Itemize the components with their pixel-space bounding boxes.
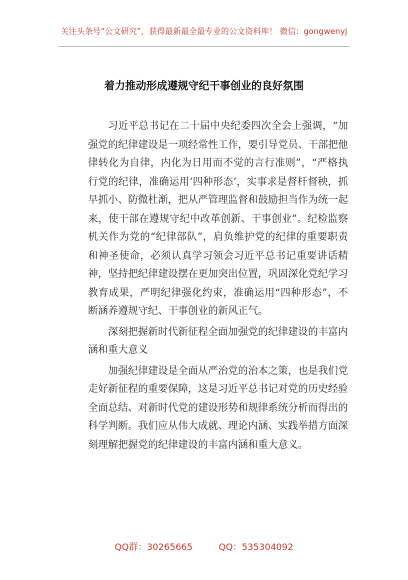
footer-qq-group: QQ群：30265665 xyxy=(114,543,193,553)
document-title: 着力推动形成遵规守纪干事创业的良好氛围 xyxy=(104,80,304,92)
header-divider xyxy=(58,46,350,47)
header-promo-note: 关注头条号“公文研究”，获得最新最全最专业的公文资料库！ 微信：gongwenyj xyxy=(60,27,348,36)
document-body xyxy=(88,118,348,455)
section-heading: 深刻把握新时代新征程全面加强党的纪律建设的丰富内涵和重大意义 xyxy=(88,326,348,356)
paragraph: 加强纪律建设是全面从严治党的治本之策，也是我们党走好新征程的重要保障，这是习近平总书记对党的历史经验全面总结、对新时代党的建设形势和规律系统分析而得出的科学判断。我们应从伟大成就、理论内涵、实践举措方面深刻理解把握党的纪律建设的丰富内涵和重大意义。 xyxy=(88,365,348,451)
footer-contact xyxy=(0,540,408,553)
paragraph: 习近平总书记在二十届中央纪委四次全会上强调，“加强党的纪律建设是一项经常性工作，要引导党员、干部把他律转化为自律，内化为日用而不觉的言行准则”，“严格执行党的纪律，准确运用‘四种形态’，实事求是督杆督秧，抓早抓小、防微杜渐，把从严管理监督和鼓励担当作为统一起来，使干部在遵规守纪中改革创新、干事创业”。纪检监察机关作为党的“纪律部队”，肩负维护党的纪律的重要职责和神圣使命，必须认真学习领会习近平总书记重要讲话精神，坚持把纪律建设摆在更加突出位置，巩固深化党纪学习教育成果，严明纪律强化约束，准确运用“四种形态”，不断涵养遵规守纪、干事创业的新风正气。 xyxy=(88,121,348,317)
footer-qq: QQ：535304092 xyxy=(218,543,294,553)
